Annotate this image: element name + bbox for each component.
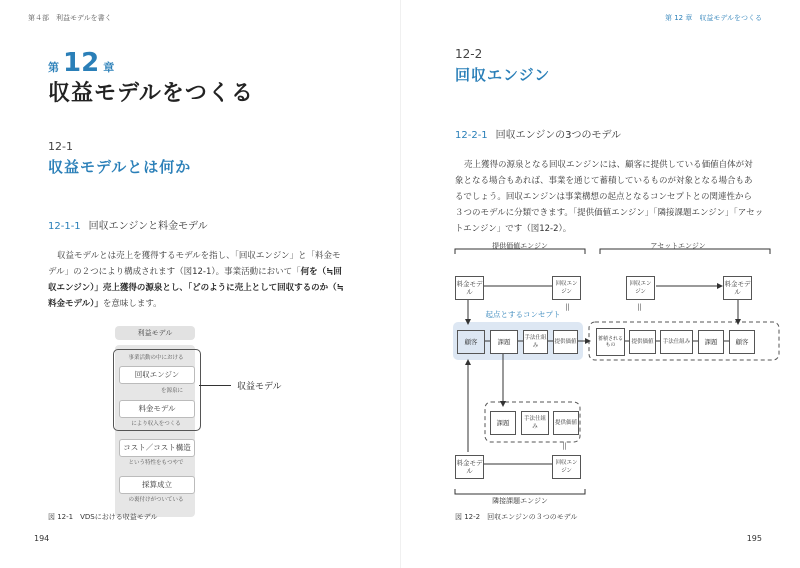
chapter-suffix: 章 <box>103 61 115 74</box>
page-number: 195 <box>746 534 762 543</box>
para-line: トエンジン」です（図12-2）。 <box>455 224 572 234</box>
collect-engine-box: 回収エンジン <box>552 455 581 479</box>
page-number: 194 <box>34 534 50 543</box>
equivalence-mark: || <box>565 303 570 311</box>
issue-box: 課題 <box>490 330 518 354</box>
cost-sub: という特性をもつやで <box>128 460 184 466</box>
cost-box: コスト／コスト構造 <box>119 439 195 457</box>
para-line: ３つのモデルに分類できます。「提供価値エンジン」「隣接課題エンジン」「アセッ <box>455 208 764 218</box>
page-gutter <box>400 0 401 568</box>
para-line: 料金モデル）」を意味します。 <box>48 299 162 309</box>
para-line: るでしょう。回収エンジンは事業構想の起点となるコンセプトとの関連性から <box>455 192 752 202</box>
subsection-heading <box>48 217 208 232</box>
body-paragraph <box>48 248 368 312</box>
offer-value-box: 提供価値 <box>553 411 579 435</box>
fee-model-box: 料金モデル <box>455 276 484 300</box>
para-line: 売上獲得の源泉となる回収エンジンには、顧客に提供している価値自体が対 <box>464 160 753 170</box>
concept-label: 起点とするコンセプト <box>485 310 561 319</box>
left-running-head: 第４部 利益モデルを書く <box>28 14 112 22</box>
pointer-line <box>199 385 231 386</box>
section-title: 収益モデルとは何か <box>48 158 192 176</box>
fee-model-box: 料金モデル <box>119 400 195 418</box>
stored-assets-box: 蓄積されるもの <box>596 328 625 356</box>
value-engine-label: 提供価値エンジン <box>492 242 548 250</box>
para-line: 収益モデルとは売上を獲得するモデルを指し、「回収エンジン」と「料金モ <box>57 251 341 261</box>
chapter-number: 12 <box>63 48 100 78</box>
chapter-prefix: 第 <box>48 61 59 74</box>
para-line: デル」の２つにより構成されます（図12-1）。事業活動において「何を（≒回 <box>48 267 342 277</box>
customer-box: 顧客 <box>729 330 755 354</box>
right-running-head: 第 12 章 収益モデルをつくる <box>664 14 762 22</box>
method-box: 手法仕組み <box>521 411 549 435</box>
method-box: 手法仕組み <box>523 330 548 354</box>
para-line: 収エンジン）」売上獲得の源泉とし、「どのように売上として回収するのか（≒ <box>48 283 344 293</box>
revenue-model-pointer-label: 収益モデル <box>237 382 282 392</box>
adjacent-engine-label: 隣接課題エンジン <box>492 497 548 505</box>
subsection-title: 回収エンジンの3つのモデル <box>495 130 622 141</box>
subsection-number: 12-2-1 <box>455 130 488 141</box>
offer-value-box: 提供価値 <box>629 330 656 354</box>
chapter-heading <box>48 48 114 78</box>
offer-value-box: 提供価値 <box>553 330 578 354</box>
customer-box: 顧客 <box>457 330 485 354</box>
para-line: 象となる場合もあれば、事業を通じて蓄積しているものが対象となる場合もあ <box>455 176 753 186</box>
inner-caption: 事業活動の中における <box>128 355 184 361</box>
section-number: 12-1 <box>48 140 73 153</box>
fee-model-box: 料金モデル <box>723 276 752 300</box>
section-title: 回収エンジン <box>455 66 551 84</box>
asset-engine-label: アセットエンジン <box>650 242 706 250</box>
subsection-title: 回収エンジンと料金モデル <box>88 221 208 232</box>
equivalence-mark: || <box>562 442 567 450</box>
collect-engine-box: 回収エンジン <box>626 276 655 300</box>
profit-box: 採算成立 <box>119 476 195 494</box>
subsection-number: 12-1-1 <box>48 221 81 232</box>
engine-sub: を源泉に <box>160 388 183 394</box>
section-number: 12-2 <box>455 47 483 61</box>
chapter-title: 収益モデルをつくる <box>48 81 254 106</box>
figure-caption: 図 12-1 VDSにおける収益モデル <box>48 513 158 521</box>
profit-model-label: 利益モデル <box>115 326 195 340</box>
subsection-heading <box>455 126 621 141</box>
figure-caption: 図 12-2 回収エンジンの３つのモデル <box>455 513 578 521</box>
collect-engine-box: 回収エンジン <box>552 276 581 300</box>
fee-sub: により収入をつくる <box>131 421 181 427</box>
collect-engine-box: 回収エンジン <box>119 366 195 384</box>
issue-box: 課題 <box>490 411 516 435</box>
profit-sub: の裏付けがついている <box>128 497 184 503</box>
issue-box: 課題 <box>698 330 724 354</box>
fee-model-box: 料金モデル <box>455 455 484 479</box>
body-paragraph <box>455 157 775 237</box>
equivalence-mark: || <box>637 303 642 311</box>
method-box: 手法仕組み <box>660 330 693 354</box>
